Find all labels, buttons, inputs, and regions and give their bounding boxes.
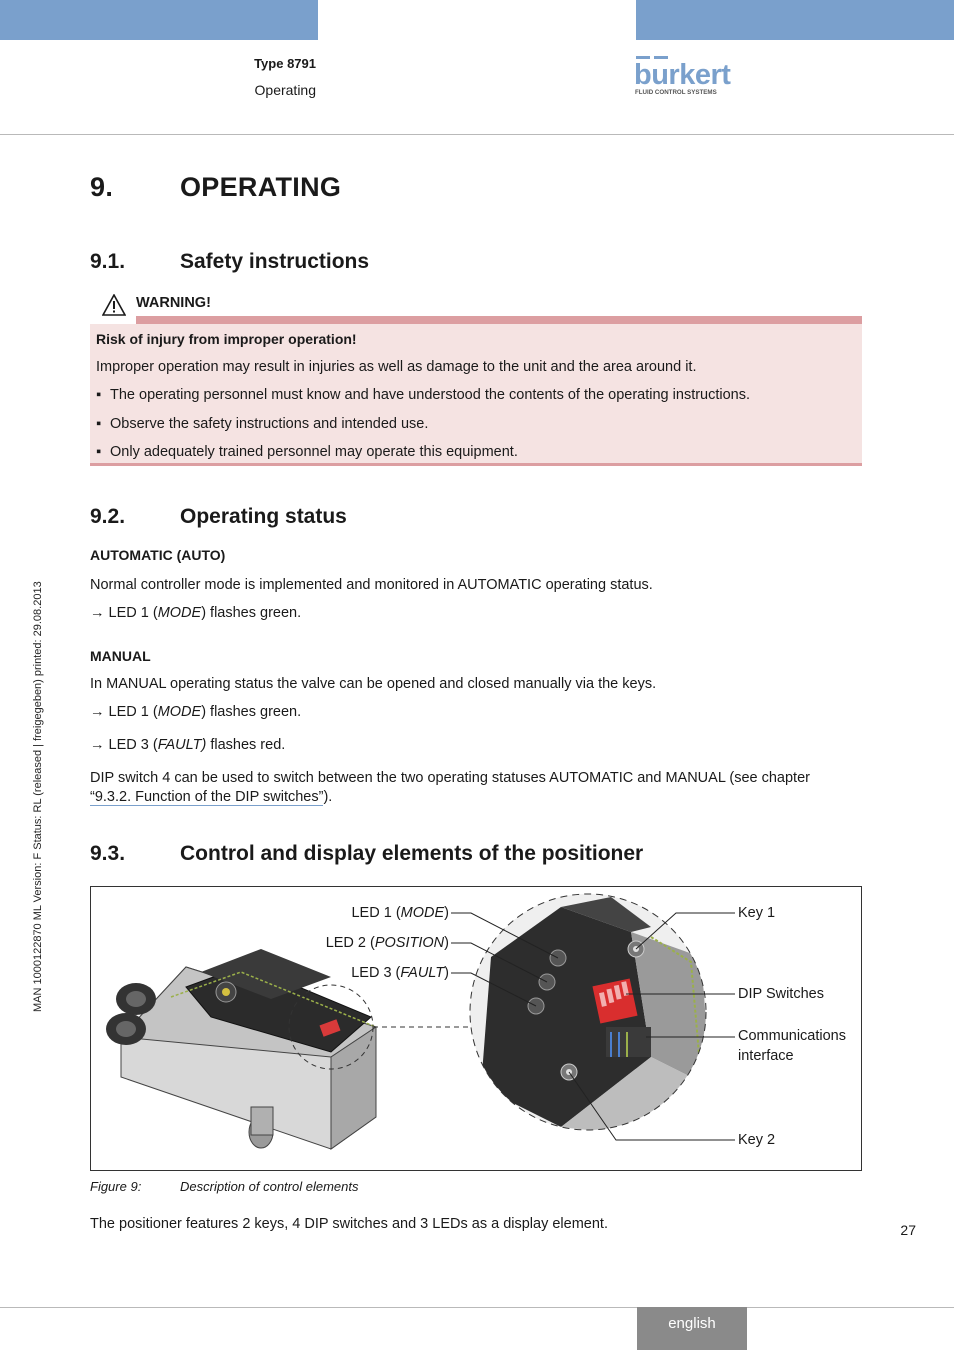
subheading-manual: MANUAL [90,648,151,664]
warning-header [90,290,862,324]
led-instruction [90,704,301,720]
warning-text: Improper operation may result in injuries as well as damage to the unit and the area around it. [96,359,697,375]
section-number: 9.3. [90,842,126,865]
header-section: Operating [254,82,316,98]
header-bar-left [0,0,318,40]
section-number: 9.2. [90,505,126,528]
burkert-logo [634,56,744,98]
caption-number: Figure 9: [90,1179,142,1194]
label-communications: Communications [738,1028,846,1044]
chapter-number: 9. [90,172,114,202]
label-led2 [326,935,449,951]
text-italic: FAULT) [157,737,207,753]
subheading-automatic: AUTOMATIC (AUTO) [90,547,226,563]
text: → LED 1 ( [90,704,158,720]
text: ) flashes green. [201,704,302,720]
header-rule [0,134,954,135]
section-heading-control-elements [90,842,643,866]
section-heading-safety [90,250,369,274]
text-italic: MODE [400,905,445,921]
paragraph-manual: In MANUAL operating status the valve can be opened and closed manually via the keys. [90,676,657,692]
warning-label: WARNING! [136,295,211,311]
warning-box [90,324,862,466]
text: → LED 3 ( [90,737,158,753]
text: LED 1 ( [351,905,401,921]
label-key1: Key 1 [738,905,776,921]
chapter-title [90,172,341,203]
text-italic: POSITION [374,935,445,951]
text: ) [444,905,449,921]
bullet-text: The operating personnel must know and have understood the contents of the operating instructions. [110,387,751,403]
text: ). [323,789,333,805]
led-instruction [90,605,301,621]
bullet-text: Observe the safety instructions and intended use. [110,416,429,432]
control-elements-figure [90,886,862,1171]
label-dip-switches: DIP Switches [738,986,824,1002]
warning-bullet: ▪ Observe the safety instructions and intended use. [96,416,429,432]
warning-bullet: ▪ The operating personnel must know and have understood the contents of the operating instructions. [96,387,751,403]
language-tab: english [637,1307,747,1350]
text: flashes red. [206,737,286,753]
label-interface: interface [738,1048,794,1064]
svg-text:burkert: burkert [634,59,731,91]
text: ) [444,935,449,951]
warning-risk: Risk of injury from improper operation! [96,331,357,347]
header-bar-right [636,0,954,40]
paragraph-dip-link-line [90,789,332,805]
section-heading-operating-status [90,505,347,529]
label-led3 [351,965,449,981]
section-title: Control and display elements of the positioner [180,842,644,865]
section-title: Operating status [180,505,347,528]
text-italic: FAULT [400,965,445,981]
warning-triangle-icon [102,294,126,316]
caption-text: Description of control elements [180,1179,359,1194]
svg-text:FLUID CONTROL SYSTEMS: FLUID CONTROL SYSTEMS [635,89,717,96]
footer-rule [0,1307,954,1308]
section-title: Safety instructions [180,250,370,273]
text-italic: MODE [157,704,202,720]
figure-caption [90,1179,358,1194]
text: ) flashes green. [201,605,302,621]
summary-paragraph: The positioner features 2 keys, 4 DIP switches and 3 LEDs as a display element. [90,1216,608,1232]
text: LED 3 ( [351,965,401,981]
text: ) [444,965,449,981]
page-number: 27 [900,1222,916,1238]
bullet-text: Only adequately trained personnel may operate this equipment. [110,444,518,460]
text: → LED 1 ( [90,605,158,621]
paragraph-automatic: Normal controller mode is implemented and monitored in AUTOMATIC operating status. [90,577,653,593]
paragraph-dip: DIP switch 4 can be used to switch between the two operating statuses AUTOMATIC and MANUAL (see chapter [90,770,810,786]
chapter-title-text: OPERATING [180,172,342,202]
led-instruction [90,737,285,753]
text-italic: MODE [157,605,202,621]
warning-bar [136,316,862,324]
document-side-note: MAN 1000122870 ML Version: F Status: RL (released | freigegeben) printed: 29.08.2013 [32,581,44,1012]
text: LED 2 ( [325,935,375,951]
chapter-link[interactable]: “9.3.2. Function of the DIP switches” [90,789,324,805]
document-type: Type 8791 [254,56,316,71]
label-led1 [351,905,449,921]
warning-bullet: ▪ Only adequately trained personnel may operate this equipment. [96,444,518,460]
section-number: 9.1. [90,250,126,273]
label-key2: Key 2 [738,1132,776,1148]
